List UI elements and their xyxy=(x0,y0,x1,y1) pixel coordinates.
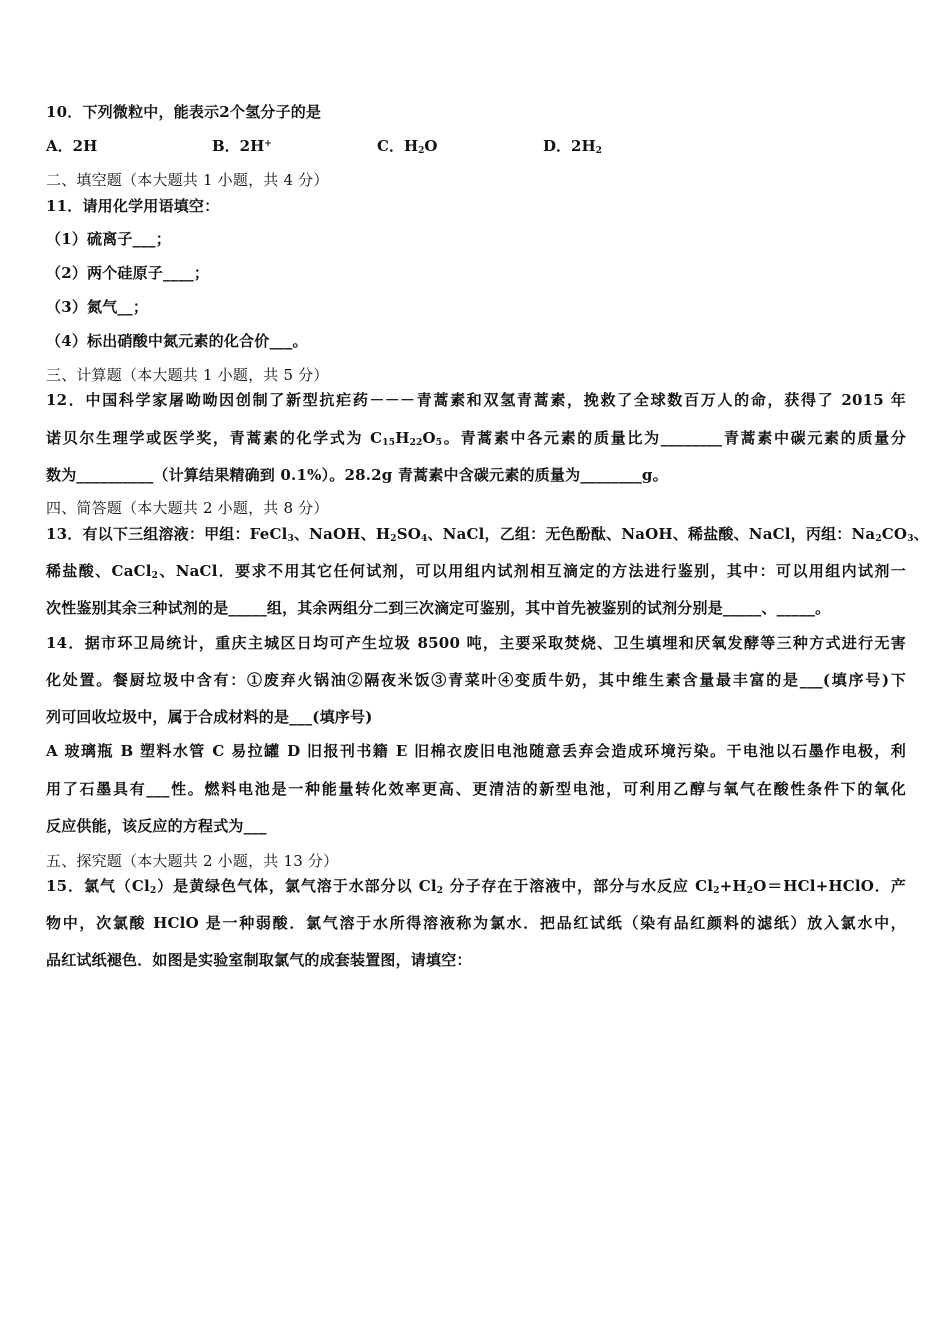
q14-line-6: 反应供能，该反应的方程式为___ xyxy=(46,817,267,835)
q14-line-4: A 玻璃瓶 B 塑料水管 C 易拉罐 D 旧报刊书籍 E 旧棉衣废旧电池随意丢弃会造成环境污染。干电池以石墨作电极，利 xyxy=(46,742,906,760)
q13-sub-4: 2 xyxy=(875,534,882,544)
q15-sub-1: 2 xyxy=(149,886,157,896)
q13-sub-3: 4 xyxy=(421,534,428,544)
q15-sub-3: 2 xyxy=(713,886,720,896)
q13-line-1-e: CO xyxy=(881,525,908,543)
q10-option-c-tail: O xyxy=(424,137,438,155)
q15-sub-2: 2 xyxy=(436,886,444,896)
section-heading-short-answer: 四、简答题（本大题共 2 小题，共 8 分） xyxy=(46,499,329,517)
q13-sub-6: 2 xyxy=(151,571,159,581)
q13-line-1-c: SO xyxy=(396,525,421,543)
q13-line-1-a: 13．有以下三组溶液：甲组：FeCl xyxy=(46,525,288,543)
q15-line-1-d: +H xyxy=(719,877,747,895)
q15-line-1-e: O＝HCl+HClO．产 xyxy=(753,877,906,895)
q10-option-a-text: A．2H xyxy=(46,137,98,155)
q13-line-2-b: 、NaCl．要求不用其它任何试剂，可以用组内试剂相互滴定的方法进行鉴别，其中：可以用组内试剂一 xyxy=(158,562,906,580)
section-heading-fill-blank: 二、填空题（本大题共 1 小题，共 4 分） xyxy=(46,171,329,189)
q12-line-2 xyxy=(46,428,906,448)
q10-option-d-text: D．2H xyxy=(543,137,596,155)
q12-line-1: 12．中国科学家屠呦呦因创制了新型抗疟药－－－青蒿素和双氢青蒿素，挽救了全球数百万人的命，获得了 2015 年 xyxy=(46,391,906,409)
q12-line-2-d: 。青蒿素中各元素的质量比为________青蒿素中碳元素的质量分 xyxy=(442,429,906,447)
q15-line-1 xyxy=(46,876,906,896)
q12-line-2-c: O xyxy=(422,429,436,447)
q15-line-1-a: 15．氯气（Cl xyxy=(46,877,150,895)
q11-part-2: （2）两个硅原子____； xyxy=(46,264,210,282)
q12-line-2-b: H xyxy=(395,429,410,447)
q11-part-1: （1）硫离子___； xyxy=(46,230,171,248)
q14-line-3: 列可回收垃圾中，属于合成材料的是___(填序号) xyxy=(46,708,373,726)
q13-line-1 xyxy=(46,524,929,544)
q13-line-1-b: 、NaOH、H xyxy=(293,525,391,543)
q12-sub-1: 15 xyxy=(382,438,396,448)
q10-option-b-text: B．2H xyxy=(212,137,265,155)
q15-line-2: 物中，次氯酸 HClO 是一种弱酸．氯气溶于水所得溶液称为氯水．把品红试纸（染有品红颜料的滤纸）放入氯水中， xyxy=(46,914,906,932)
q14-line-5: 用了石墨具有___性。燃料电池是一种能量转化效率更高、更清洁的新型电池，可利用乙醇与氧气在酸性条件下的氧化 xyxy=(46,780,906,798)
q10-option-c-text: C．H xyxy=(377,137,419,155)
q12-sub-2: 22 xyxy=(409,438,423,448)
q15-line-1-c: 分子存在于溶液中，部分与水反应 Cl xyxy=(443,877,714,895)
q10-option-d-sub: 2 xyxy=(595,146,602,156)
q10-option-b-sup: + xyxy=(264,139,272,149)
q11-part-3: （3）氮气__； xyxy=(46,298,149,316)
q15-line-3: 品红试纸褪色．如图是实验室制取氯气的成套装置图，请填空： xyxy=(46,951,472,969)
q13-sub-1: 3 xyxy=(287,534,294,544)
section-heading-calculation: 三、计算题（本大题共 1 小题，共 5 分） xyxy=(46,366,329,384)
q10-option-b xyxy=(212,136,272,156)
q15-sub-4: 2 xyxy=(746,886,754,896)
q13-line-2 xyxy=(46,561,906,581)
q11-stem: 11．请用化学用语填空： xyxy=(46,197,220,215)
q12-line-2-a: 诺贝尔生理学或医学奖，青蒿素的化学式为 C xyxy=(46,429,383,447)
q10-option-d xyxy=(543,136,602,156)
q10-option-a xyxy=(46,136,97,156)
q12-line-3: 数为__________（计算结果精确到 0.1%）。28.2g 青蒿素中含碳元素的质量为________g。 xyxy=(46,466,668,484)
q13-sub-5: 3 xyxy=(907,534,914,544)
q13-sub-2: 2 xyxy=(390,534,397,544)
q13-line-2-a: 稀盐酸、CaCl xyxy=(46,562,152,580)
q14-line-1: 14．据市环卫局统计，重庆主城区日均可产生垃圾 8500 吨，主要采取焚烧、卫生填埋和厌氧发酵等三种方式进行无害 xyxy=(46,634,906,652)
q15-line-1-b: ）是黄绿色气体，氯气溶于水部分以 Cl xyxy=(156,877,437,895)
q10-option-c-sub: 2 xyxy=(418,146,425,156)
section-heading-inquiry: 五、探究题（本大题共 2 小题，共 13 分） xyxy=(46,852,339,870)
q14-line-2: 化处置。餐厨垃圾中含有：①废弃火锅油②隔夜米饭③青菜叶④变质牛奶，其中维生素含量最丰富的是___(填序号)下 xyxy=(46,671,906,689)
q13-line-1-d: 、NaCl，乙组：无色酚酞、NaOH、稀盐酸、NaCl，丙组：Na xyxy=(427,525,876,543)
q10-option-c xyxy=(377,136,437,156)
q10-stem: 10．下列微粒中，能表示2个氢分子的是 xyxy=(46,103,322,121)
q11-part-4: （4）标出硝酸中氮元素的化合价___。 xyxy=(46,332,308,350)
q13-line-3: 次性鉴别其余三种试剂的是_____组，其余两组分二到三次滴定可鉴别，其中首先被鉴别的试剂分别是_____、_____。 xyxy=(46,599,831,617)
q13-line-1-f: 、 xyxy=(913,525,929,543)
q12-sub-3: 5 xyxy=(435,438,443,448)
